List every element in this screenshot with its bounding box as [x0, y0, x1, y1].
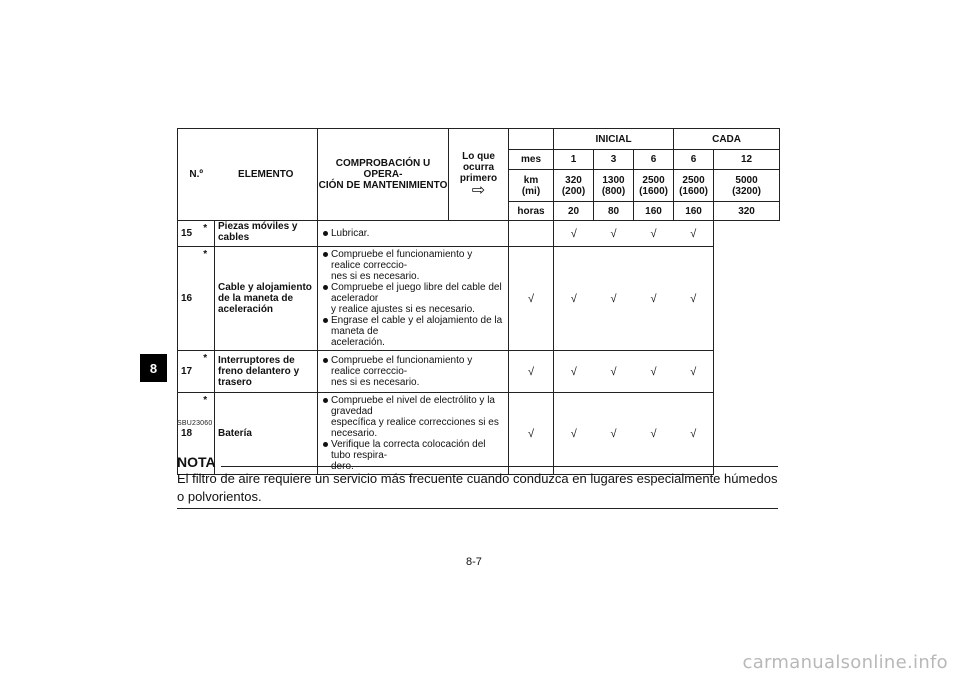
item-number: 18: [178, 393, 197, 475]
item-number: 17: [178, 351, 197, 393]
item-checks: [318, 393, 509, 475]
table-row: [178, 247, 780, 351]
item-checks: [318, 221, 509, 247]
table-row: [178, 351, 780, 393]
item-element: Batería: [215, 393, 318, 475]
check-item: Compruebe el nivel de electrólito y la gravedad específica y realice correcciones si es necesario.: [322, 395, 504, 439]
interval-value: 1: [554, 150, 594, 170]
interval-value: 5000 (3200): [714, 170, 780, 202]
interval-value: 12: [714, 150, 780, 170]
check-mark: √: [674, 221, 714, 247]
note-text: El filtro de aire requiere un servicio más frecuente cuando conduzca en lugares especialmente húmedos o polvorientos.: [177, 471, 778, 504]
check-mark: √: [594, 221, 634, 247]
check-mark: √: [594, 393, 634, 475]
interval-value: 320 (200): [554, 170, 594, 202]
check-item: Compruebe el funcionamiento y realice correccio- nes si es necesario.: [322, 355, 504, 388]
header-no: N.º: [178, 129, 215, 221]
header-whichever-label: Lo que ocurra primero: [459, 151, 498, 184]
header-initial: INICIAL: [554, 129, 674, 150]
table-row: [178, 221, 780, 247]
check-mark: √: [634, 393, 674, 475]
item-star: *: [197, 351, 215, 393]
check-item: Verifique la correcta colocación del tubo respira- dero.: [322, 439, 504, 472]
interval-value: 1300 (800): [594, 170, 634, 202]
interval-unit: km (mi): [509, 170, 554, 202]
check-mark: √: [634, 221, 674, 247]
item-checks: [318, 247, 509, 351]
check-mark: √: [634, 351, 674, 393]
interval-value: 160: [674, 202, 714, 221]
item-number: 16: [178, 247, 197, 351]
item-star: *: [197, 247, 215, 351]
maintenance-table: [177, 128, 780, 475]
check-mark: √: [554, 351, 594, 393]
check-mark: √: [634, 247, 674, 351]
check-mark: √: [674, 351, 714, 393]
chapter-tab: 8: [140, 354, 167, 382]
item-element: Piezas móviles y cables: [215, 221, 318, 247]
interval-value: 6: [634, 150, 674, 170]
interval-value: 2500 (1600): [674, 170, 714, 202]
item-checks: [318, 351, 509, 393]
check-mark: √: [594, 351, 634, 393]
arrow-icon: ⇨: [471, 182, 486, 199]
item-element: Cable y alojamiento de la maneta de aceleración: [215, 247, 318, 351]
check-mark: √: [554, 221, 594, 247]
check-item: Compruebe el funcionamiento y realice correccio- nes si es necesario.: [322, 249, 504, 282]
interval-unit: horas: [509, 202, 554, 221]
item-element: Interruptores de freno delantero y trasero: [215, 351, 318, 393]
item-number: 15: [178, 221, 197, 247]
header-check: COMPROBACIÓN U OPERA- CIÓN DE MANTENIMIENTO: [318, 129, 449, 221]
page-number: 8-7: [466, 556, 482, 568]
check-mark: √: [509, 351, 554, 393]
check-mark: √: [509, 247, 554, 351]
interval-value: 2500 (1600): [634, 170, 674, 202]
note-rule-bottom: [177, 508, 778, 509]
header-element: ELEMENTO: [215, 129, 318, 221]
header-blank: [509, 129, 554, 150]
interval-value: 6: [674, 150, 714, 170]
doc-code: SBU23060: [177, 420, 213, 427]
check-mark: √: [594, 247, 634, 351]
header-whichever: [449, 129, 509, 221]
interval-value: 20: [554, 202, 594, 221]
check-mark: √: [509, 393, 554, 475]
interval-value: 160: [634, 202, 674, 221]
check-mark: [509, 221, 554, 247]
watermark: carmanualsonline.info: [742, 652, 948, 673]
header-every: CADA: [674, 129, 780, 150]
item-star: *: [197, 393, 215, 475]
note-title: NOTA: [177, 454, 216, 470]
interval-unit: mes: [509, 150, 554, 170]
interval-value: 3: [594, 150, 634, 170]
check-mark: √: [674, 247, 714, 351]
table-row: [178, 393, 780, 475]
interval-value: 320: [714, 202, 780, 221]
interval-value: 80: [594, 202, 634, 221]
check-item: Lubricar.: [322, 228, 504, 239]
item-star: *: [197, 221, 215, 247]
check-mark: √: [554, 247, 594, 351]
check-mark: √: [674, 393, 714, 475]
note-rule-top: [221, 466, 778, 467]
check-item: Compruebe el juego libre del cable del acelerador y realice ajustes si es necesario.: [322, 282, 504, 315]
check-mark: √: [554, 393, 594, 475]
check-item: Engrase el cable y el alojamiento de la maneta de aceleración.: [322, 315, 504, 348]
